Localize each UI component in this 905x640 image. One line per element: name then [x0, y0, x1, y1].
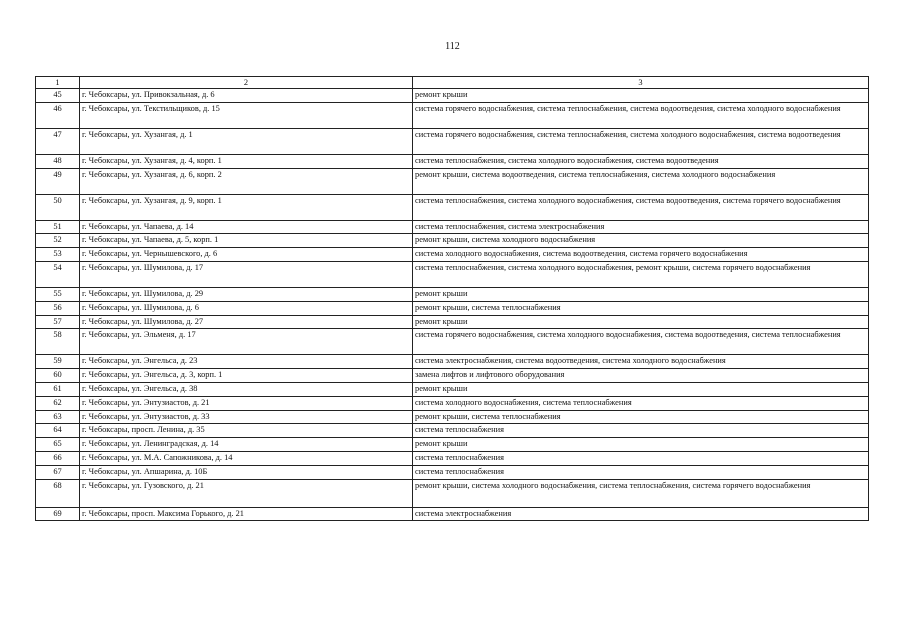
works-cell: система теплоснабжения, система электроснабжения [413, 220, 869, 234]
table-row [36, 315, 869, 329]
row-number: 46 [36, 102, 80, 128]
works-cell: ремонт крыши [413, 382, 869, 396]
table-row [36, 329, 869, 355]
works-cell: ремонт крыши [413, 438, 869, 452]
works-cell: замена лифтов и лифтового оборудования [413, 369, 869, 383]
column-number-3: 3 [413, 77, 869, 89]
table-body [36, 77, 869, 521]
table-row [36, 438, 869, 452]
row-number: 59 [36, 355, 80, 369]
works-cell: ремонт крыши [413, 89, 869, 103]
row-number: 48 [36, 154, 80, 168]
row-number: 62 [36, 396, 80, 410]
row-number: 68 [36, 479, 80, 507]
column-number-1: 1 [36, 77, 80, 89]
address-cell: г. Чебоксары, ул. Апшарина, д. 10Б [80, 465, 413, 479]
table-row [36, 410, 869, 424]
table-row [36, 154, 869, 168]
table-row [36, 234, 869, 248]
row-number: 56 [36, 301, 80, 315]
address-cell: г. Чебоксары, ул. Энгельса, д. 3, корп. 1 [80, 369, 413, 383]
row-number: 55 [36, 287, 80, 301]
works-cell: ремонт крыши, система водоотведения, система теплоснабжения, система холодного водоснабжения [413, 168, 869, 194]
works-cell: система горячего водоснабжения, система теплоснабжения, система водоотведения, система холодного водоснабжения [413, 102, 869, 128]
row-number: 49 [36, 168, 80, 194]
works-cell: система холодного водоснабжения, система водоотведения, система горячего водоснабжения [413, 248, 869, 262]
address-cell: г. Чебоксары, ул. М.А. Сапожникова, д. 14 [80, 451, 413, 465]
row-number: 60 [36, 369, 80, 383]
address-cell: г. Чебоксары, ул. Хузангая, д. 6, корп. 2 [80, 168, 413, 194]
row-number: 50 [36, 194, 80, 220]
address-cell: г. Чебоксары, просп. Максима Горького, д. 21 [80, 507, 413, 521]
table-row [36, 451, 869, 465]
row-number: 63 [36, 410, 80, 424]
address-cell: г. Чебоксары, ул. Энтузиастов, д. 21 [80, 396, 413, 410]
table-row [36, 396, 869, 410]
row-number: 61 [36, 382, 80, 396]
row-number: 52 [36, 234, 80, 248]
table-row [36, 382, 869, 396]
address-cell: г. Чебоксары, ул. Хузангая, д. 4, корп. 1 [80, 154, 413, 168]
column-number-row [36, 77, 869, 89]
row-number: 45 [36, 89, 80, 103]
works-cell: система теплоснабжения, система холодного водоснабжения, система водоотведения, система горячего водоснабжения [413, 194, 869, 220]
table-row [36, 168, 869, 194]
table-row [36, 424, 869, 438]
address-cell: г. Чебоксары, ул. Шумилова, д. 29 [80, 287, 413, 301]
row-number: 65 [36, 438, 80, 452]
works-cell: система холодного водоснабжения, система теплоснабжения [413, 396, 869, 410]
address-cell: г. Чебоксары, ул. Чернышевского, д. 6 [80, 248, 413, 262]
address-cell: г. Чебоксары, ул. Энгельса, д. 38 [80, 382, 413, 396]
address-cell: г. Чебоксары, просп. Ленина, д. 35 [80, 424, 413, 438]
address-cell: г. Чебоксары, ул. Энгельса, д. 23 [80, 355, 413, 369]
address-cell: г. Чебоксары, ул. Чапаева, д. 5, корп. 1 [80, 234, 413, 248]
works-cell: ремонт крыши [413, 315, 869, 329]
table-row [36, 465, 869, 479]
row-number: 67 [36, 465, 80, 479]
works-cell: ремонт крыши [413, 287, 869, 301]
address-cell: г. Чебоксары, ул. Гузовского, д. 21 [80, 479, 413, 507]
column-number-2: 2 [80, 77, 413, 89]
works-cell: система электроснабжения [413, 507, 869, 521]
row-number: 53 [36, 248, 80, 262]
address-cell: г. Чебоксары, ул. Энтузиастов, д. 33 [80, 410, 413, 424]
works-cell: система теплоснабжения, система холодного водоснабжения, система водоотведения [413, 154, 869, 168]
row-number: 58 [36, 329, 80, 355]
address-cell: г. Чебоксары, ул. Шумилова, д. 6 [80, 301, 413, 315]
address-cell: г. Чебоксары, ул. Чапаева, д. 14 [80, 220, 413, 234]
works-cell: ремонт крыши, система теплоснабжения [413, 410, 869, 424]
address-cell: г. Чебоксары, ул. Эльменя, д. 17 [80, 329, 413, 355]
row-number: 57 [36, 315, 80, 329]
table-row [36, 479, 869, 507]
address-cell: г. Чебоксары, ул. Шумилова, д. 27 [80, 315, 413, 329]
works-cell: система электроснабжения, система водоотведения, система холодного водоснабжения [413, 355, 869, 369]
works-cell: ремонт крыши, система холодного водоснабжения, система теплоснабжения, система горячего водоснабжения [413, 479, 869, 507]
works-cell: система горячего водоснабжения, система холодного водоснабжения, система водоотведения, система теплоснабжения [413, 329, 869, 355]
works-cell: ремонт крыши, система теплоснабжения [413, 301, 869, 315]
address-cell: г. Чебоксары, ул. Шумилова, д. 17 [80, 261, 413, 287]
address-cell: г. Чебоксары, ул. Текстильщиков, д. 15 [80, 102, 413, 128]
address-cell: г. Чебоксары, ул. Привокзальная, д. 6 [80, 89, 413, 103]
table-row [36, 355, 869, 369]
works-cell: ремонт крыши, система холодного водоснабжения [413, 234, 869, 248]
table-row [36, 301, 869, 315]
table-row [36, 220, 869, 234]
works-cell: система теплоснабжения [413, 451, 869, 465]
table-row [36, 507, 869, 521]
repair-registry-table [35, 76, 869, 521]
works-cell: система горячего водоснабжения, система теплоснабжения, система холодного водоснабжения, система водоотведения [413, 128, 869, 154]
page-number: 112 [445, 41, 460, 52]
address-cell: г. Чебоксары, ул. Ленинградская, д. 14 [80, 438, 413, 452]
row-number: 54 [36, 261, 80, 287]
row-number: 51 [36, 220, 80, 234]
table-row [36, 248, 869, 262]
table-row [36, 261, 869, 287]
table-row [36, 89, 869, 103]
works-cell: система теплоснабжения [413, 424, 869, 438]
works-cell: система теплоснабжения, система холодного водоснабжения, ремонт крыши, система горячего водоснабжения [413, 261, 869, 287]
address-cell: г. Чебоксары, ул. Хузангая, д. 1 [80, 128, 413, 154]
table-row [36, 128, 869, 154]
table-row [36, 194, 869, 220]
table-row [36, 369, 869, 383]
row-number: 47 [36, 128, 80, 154]
row-number: 66 [36, 451, 80, 465]
table-row [36, 102, 869, 128]
table-row [36, 287, 869, 301]
row-number: 64 [36, 424, 80, 438]
row-number: 69 [36, 507, 80, 521]
address-cell: г. Чебоксары, ул. Хузангая, д. 9, корп. 1 [80, 194, 413, 220]
works-cell: система теплоснабжения [413, 465, 869, 479]
